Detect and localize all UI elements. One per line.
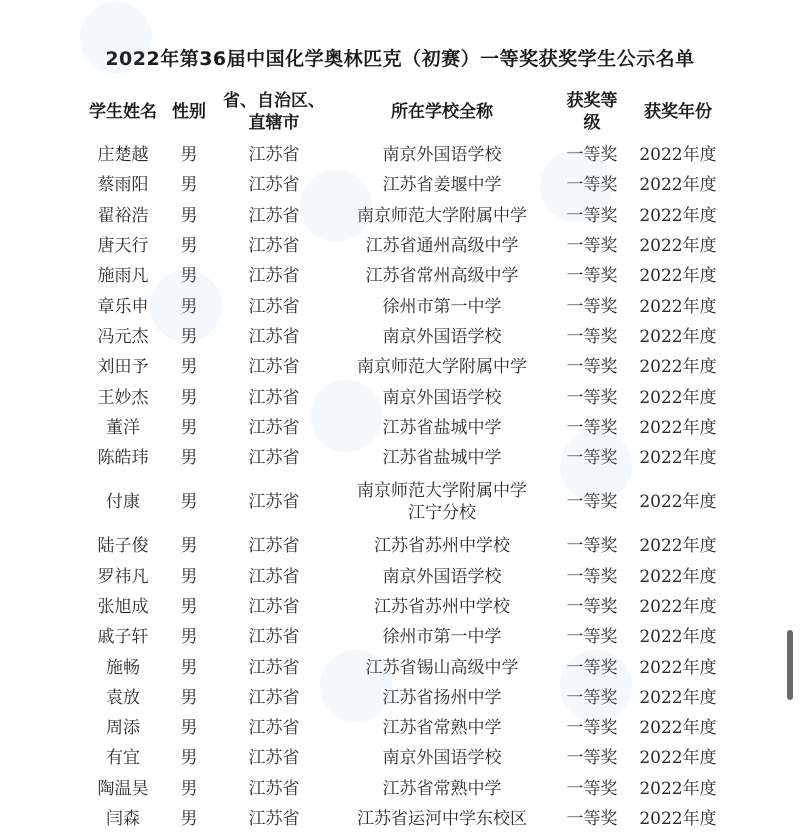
table-header bbox=[0, 82, 800, 142]
province: 江苏省 bbox=[248, 748, 300, 769]
school: 南京外国语学校 bbox=[382, 748, 502, 769]
table-row bbox=[0, 713, 800, 743]
header-name: 学生姓名 bbox=[89, 102, 157, 122]
header-gender: 性别 bbox=[172, 102, 206, 122]
award-year: 2022年度 bbox=[639, 657, 717, 678]
student-name: 陆子俊 bbox=[97, 536, 149, 557]
student-name: 冯元杰 bbox=[97, 326, 149, 347]
table-row bbox=[0, 774, 800, 804]
award-year: 2022年度 bbox=[639, 266, 717, 287]
school: 南京师范大学附属中学 bbox=[357, 357, 527, 378]
gender: 男 bbox=[180, 809, 198, 830]
table-row bbox=[0, 592, 800, 622]
province: 江苏省 bbox=[248, 448, 300, 469]
student-name: 罗祎凡 bbox=[97, 566, 149, 587]
province: 江苏省 bbox=[248, 657, 300, 678]
header-award-line1: 获奖等 bbox=[566, 91, 618, 111]
table-row bbox=[0, 201, 800, 231]
award-level: 一等奖 bbox=[566, 417, 618, 438]
school: 南京师范大学附属中学 bbox=[357, 205, 527, 226]
table-row bbox=[0, 352, 800, 382]
student-name: 庄楚越 bbox=[97, 145, 149, 166]
award-year: 2022年度 bbox=[639, 145, 717, 166]
table-row bbox=[0, 683, 800, 713]
award-level: 一等奖 bbox=[566, 175, 618, 196]
student-name: 陈皓玮 bbox=[97, 448, 149, 469]
student-name: 刘田予 bbox=[97, 357, 149, 378]
province: 江苏省 bbox=[248, 326, 300, 347]
award-level: 一等奖 bbox=[566, 657, 618, 678]
award-level: 一等奖 bbox=[566, 387, 618, 408]
student-name: 蔡雨阳 bbox=[97, 175, 149, 196]
school: 南京外国语学校 bbox=[382, 387, 502, 408]
student-name: 周添 bbox=[106, 718, 140, 739]
table-row bbox=[0, 562, 800, 592]
gender: 男 bbox=[180, 236, 198, 257]
school: 江苏省扬州中学 bbox=[382, 687, 502, 708]
school bbox=[336, 473, 548, 531]
table-row bbox=[0, 170, 800, 200]
award-year: 2022年度 bbox=[639, 748, 717, 769]
school: 江苏省常熟中学 bbox=[382, 778, 502, 799]
student-name: 付康 bbox=[106, 492, 140, 513]
award-year: 2022年度 bbox=[639, 448, 717, 469]
award-level: 一等奖 bbox=[566, 236, 618, 257]
school-line1: 南京师范大学附属中学 bbox=[357, 481, 527, 502]
award-year: 2022年度 bbox=[639, 205, 717, 226]
award-level: 一等奖 bbox=[566, 145, 618, 166]
student-name: 袁放 bbox=[106, 687, 140, 708]
school: 江苏省常熟中学 bbox=[382, 718, 502, 739]
gender: 男 bbox=[180, 597, 198, 617]
page-title: 2022年第36届中国化学奥林匹克（初赛）一等奖获奖学生公示名单 bbox=[105, 48, 695, 70]
school: 南京外国语学校 bbox=[382, 566, 502, 587]
province: 江苏省 bbox=[248, 778, 300, 799]
award-level: 一等奖 bbox=[566, 809, 618, 830]
header-award bbox=[548, 82, 636, 142]
award-year: 2022年度 bbox=[639, 175, 717, 196]
school: 南京外国语学校 bbox=[382, 145, 502, 166]
school: 南京外国语学校 bbox=[382, 326, 502, 347]
province: 江苏省 bbox=[248, 809, 300, 830]
school: 江苏省苏州中学校 bbox=[374, 536, 510, 557]
student-name: 闫森 bbox=[106, 809, 140, 830]
gender: 男 bbox=[180, 387, 198, 408]
award-year: 2022年度 bbox=[639, 809, 717, 830]
province: 江苏省 bbox=[248, 387, 300, 408]
award-year: 2022年度 bbox=[639, 357, 717, 378]
scrollbar-thumb[interactable] bbox=[787, 630, 793, 700]
award-year: 2022年度 bbox=[639, 566, 717, 587]
province: 江苏省 bbox=[248, 566, 300, 587]
table-row bbox=[0, 413, 800, 443]
table-row bbox=[0, 804, 800, 834]
award-year: 2022年度 bbox=[639, 326, 717, 347]
table-row bbox=[0, 443, 800, 473]
province: 江苏省 bbox=[248, 687, 300, 708]
gender: 男 bbox=[180, 536, 198, 557]
province: 江苏省 bbox=[248, 266, 300, 287]
award-year: 2022年度 bbox=[639, 718, 717, 739]
award-level: 一等奖 bbox=[566, 357, 618, 378]
student-name: 翟裕浩 bbox=[97, 205, 149, 226]
province: 江苏省 bbox=[248, 492, 300, 513]
header-school: 所在学校全称 bbox=[391, 102, 493, 122]
header-province-line2: 直辖市 bbox=[248, 113, 300, 133]
gender: 男 bbox=[180, 687, 198, 708]
student-name: 有宜 bbox=[106, 748, 140, 769]
award-level: 一等奖 bbox=[566, 778, 618, 799]
award-year: 2022年度 bbox=[639, 387, 717, 408]
table-row bbox=[0, 531, 800, 561]
school: 江苏省盐城中学 bbox=[382, 448, 502, 469]
gender: 男 bbox=[180, 748, 198, 769]
province: 江苏省 bbox=[248, 718, 300, 739]
award-level: 一等奖 bbox=[566, 718, 618, 739]
header-province bbox=[212, 82, 336, 142]
province: 江苏省 bbox=[248, 145, 300, 166]
table-row bbox=[0, 743, 800, 773]
gender: 男 bbox=[180, 326, 198, 347]
gender: 男 bbox=[180, 145, 198, 166]
award-level: 一等奖 bbox=[566, 536, 618, 557]
award-year: 2022年度 bbox=[639, 627, 717, 648]
award-level: 一等奖 bbox=[566, 448, 618, 469]
award-year: 2022年度 bbox=[639, 597, 717, 617]
award-level: 一等奖 bbox=[566, 597, 618, 617]
province: 江苏省 bbox=[248, 175, 300, 196]
table-row bbox=[0, 140, 800, 170]
award-level: 一等奖 bbox=[566, 205, 618, 226]
gender: 男 bbox=[180, 357, 198, 378]
header-province-line1: 省、自治区、 bbox=[223, 91, 325, 111]
gender: 男 bbox=[180, 266, 198, 287]
student-name: 董洋 bbox=[106, 417, 140, 438]
province: 江苏省 bbox=[248, 627, 300, 648]
gender: 男 bbox=[180, 657, 198, 678]
award-year: 2022年度 bbox=[639, 296, 717, 317]
school: 江苏省锡山高级中学 bbox=[365, 657, 519, 678]
student-name: 戚子轩 bbox=[97, 627, 149, 648]
award-year: 2022年度 bbox=[639, 687, 717, 708]
student-name: 唐天行 bbox=[97, 236, 149, 257]
table-row bbox=[0, 622, 800, 652]
header-award-line2: 级 bbox=[583, 113, 601, 133]
student-name: 张旭成 bbox=[97, 597, 149, 617]
gender: 男 bbox=[180, 778, 198, 799]
award-level: 一等奖 bbox=[566, 627, 618, 648]
school: 江苏省常州高级中学 bbox=[365, 266, 519, 287]
header-year: 获奖年份 bbox=[644, 102, 712, 122]
student-name: 章乐申 bbox=[97, 296, 149, 317]
gender: 男 bbox=[180, 566, 198, 587]
student-name: 施雨凡 bbox=[97, 266, 149, 287]
table-row bbox=[0, 261, 800, 291]
school: 徐州市第一中学 bbox=[382, 296, 502, 317]
gender: 男 bbox=[180, 175, 198, 196]
award-level: 一等奖 bbox=[566, 266, 618, 287]
student-name: 陶温昊 bbox=[97, 778, 149, 799]
table-body bbox=[0, 140, 800, 834]
province: 江苏省 bbox=[248, 417, 300, 438]
school-line2: 江宁分校 bbox=[408, 503, 476, 524]
province: 江苏省 bbox=[248, 536, 300, 557]
award-year: 2022年度 bbox=[639, 492, 717, 513]
school: 江苏省运河中学东校区 bbox=[357, 809, 527, 830]
gender: 男 bbox=[180, 205, 198, 226]
gender: 男 bbox=[180, 296, 198, 317]
province: 江苏省 bbox=[248, 357, 300, 378]
gender: 男 bbox=[180, 718, 198, 739]
school: 江苏省盐城中学 bbox=[382, 417, 502, 438]
gender: 男 bbox=[180, 492, 198, 513]
school: 徐州市第一中学 bbox=[382, 627, 502, 648]
province: 江苏省 bbox=[248, 296, 300, 317]
award-level: 一等奖 bbox=[566, 492, 618, 513]
table-row bbox=[0, 473, 800, 531]
province: 江苏省 bbox=[248, 597, 300, 617]
school: 江苏省通州高级中学 bbox=[365, 236, 519, 257]
student-name: 王妙杰 bbox=[97, 387, 149, 408]
province: 江苏省 bbox=[248, 205, 300, 226]
gender: 男 bbox=[180, 448, 198, 469]
gender: 男 bbox=[180, 627, 198, 648]
province: 江苏省 bbox=[248, 236, 300, 257]
award-level: 一等奖 bbox=[566, 687, 618, 708]
school: 江苏省姜堰中学 bbox=[382, 175, 502, 196]
table-row bbox=[0, 652, 800, 682]
award-year: 2022年度 bbox=[639, 417, 717, 438]
award-level: 一等奖 bbox=[566, 296, 618, 317]
school: 江苏省苏州中学校 bbox=[374, 597, 510, 617]
award-level: 一等奖 bbox=[566, 566, 618, 587]
award-year: 2022年度 bbox=[639, 536, 717, 557]
table-row bbox=[0, 322, 800, 352]
table-row bbox=[0, 382, 800, 412]
student-name: 施畅 bbox=[106, 657, 140, 678]
award-level: 一等奖 bbox=[566, 748, 618, 769]
award-level: 一等奖 bbox=[566, 326, 618, 347]
table-row bbox=[0, 231, 800, 261]
award-year: 2022年度 bbox=[639, 778, 717, 799]
table-row bbox=[0, 291, 800, 321]
gender: 男 bbox=[180, 417, 198, 438]
award-year: 2022年度 bbox=[639, 236, 717, 257]
